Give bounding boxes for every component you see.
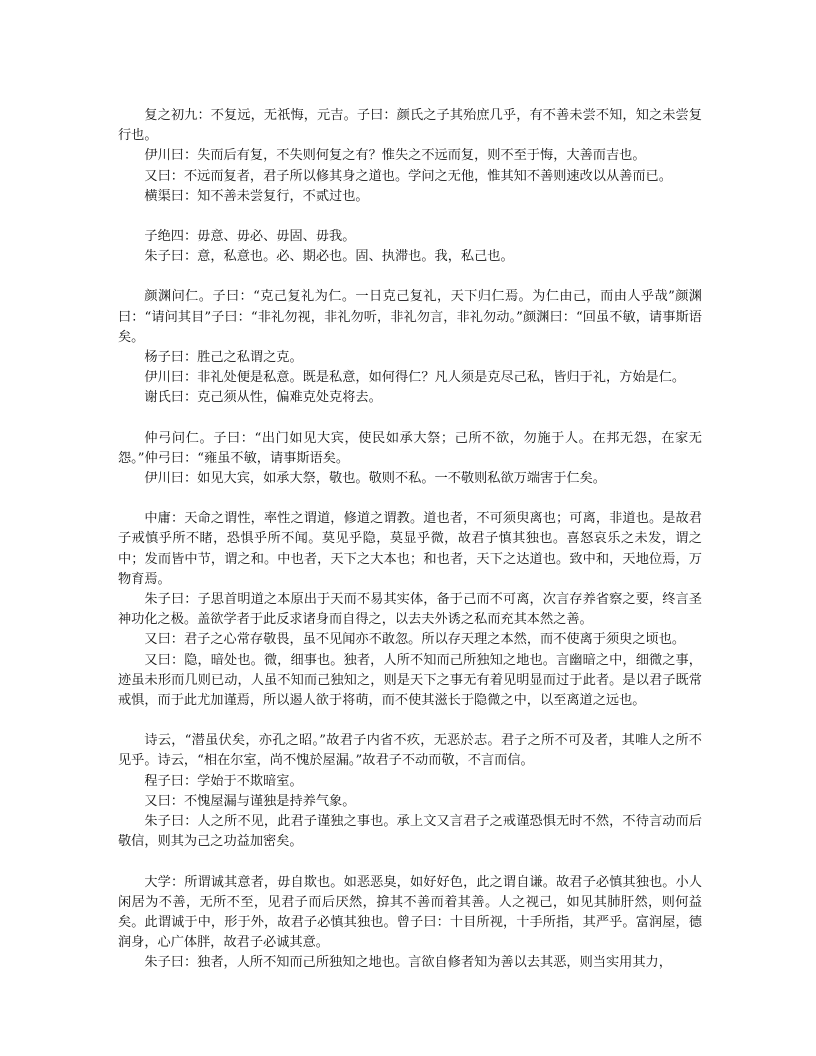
section-daxue (118, 873, 702, 974)
section-fu-chujiu (118, 106, 702, 207)
paragraph: 大学：所谓诚其意者，毋自欺也。如恶恶臭，如好好色，此之谓自谦。故君子必慎其独也。小人闲居为不善，无所不至，见君子而后厌然，揜其不善而着其善。人之视己，如见其肺肝然，则何益矣。此谓诚于中，形于外，故君子必慎其独也。曾子曰：十目所视，十手所指，其严乎。富润屋，德润身，心广体胖，故君子必诚其意。 (118, 874, 702, 951)
paragraph: 仲弓问仁。子曰：“出门如见大宾，使民如承大祭；己所不欲，勿施于人。在邦无怨，在家无怨。”仲弓曰：“雍虽不敏，请事斯语矣。 (118, 430, 702, 466)
paragraph: 又曰：隐，暗处也。微，细事也。独者，人所不知而己所独知之地也。言幽暗之中，细微之事，迹虽未形而几则已动，人虽不知而己独知之，则是天下之事无有着见明显而过于此者。是以君子既常戒惧，而于此尤加谨焉，所以遏人欲于将萌，而不使其滋长于隐微之中，以至离道之远也。 (118, 652, 702, 709)
paragraph: 复之初九：不复远，无祇悔，元吉。子曰：颜氏之子其殆庶几乎，有不善未尝不知，知之未尝复行也。 (118, 108, 702, 144)
section-zhongyong (118, 509, 702, 711)
paragraph: 朱子曰：子思首明道之本原出于天而不易其实体，备于己而不可离，次言存养省察之要，终言圣神功化之极。盖欲学者于此反求诸身而自得之，以去夫外诱之私而充其本然之善。 (118, 592, 702, 628)
paragraph: 谢氏曰：克己须从性，偏难克处克将去。 (144, 390, 382, 406)
paragraph: 伊川曰：非礼处便是私意。既是私意，如何得仁？凡人须是克尽己私，皆归于礼，方始是仁。 (144, 370, 686, 386)
paragraph: 朱子曰：独者，人所不知而己所独知之地也。言欲自修者知为善以去其恶，则当实用其力， (144, 955, 672, 971)
section-gap (118, 207, 702, 227)
section-gap (118, 267, 702, 287)
paragraph: 子绝四：毋意、毋必、毋固、毋我。 (144, 229, 356, 245)
section-gap (118, 489, 702, 509)
paragraph: 朱子曰：人之所不见，此君子谨独之事也。承上文又言君子之戒谨恐惧无时不然，不待言动而后敬信，则其为己之功益加密矣。 (118, 814, 702, 850)
paragraph: 伊川曰：失而后有复，不失则何复之有？惟失之不远而复，则不至于悔，大善而吉也。 (144, 148, 646, 164)
paragraph: 又曰：不远而复者，君子所以修其身之道也。学问之无他，惟其知不善则速改以从善而已。 (144, 168, 672, 184)
paragraph: 朱子曰：意，私意也。必、期必也。固、执滞也。我，私己也。 (144, 249, 514, 265)
section-zi-jue-si (118, 227, 702, 267)
paragraph: 中庸：天命之谓性，率性之谓道，修道之谓教。道也者，不可须臾离也；可离，非道也。是故君子戒慎乎所不睹，恐惧乎所不闻。莫见乎隐，莫显乎微，故君子慎其独也。喜怒哀乐之未发，谓之中；发而皆中节，谓之和。中也者，天下之大本也；和也者，天下之达道也。致中和，天地位焉，万物育焉。 (118, 511, 702, 587)
paragraph: 伊川曰：如见大宾，如承大祭，敬也。敬则不私。一不敬则私欲万端害于仁矣。 (144, 471, 606, 487)
section-shi-yun (118, 731, 702, 852)
paragraph: 杨子曰：胜己之私谓之克。 (144, 350, 303, 366)
section-zhonggong-wen-ren (118, 429, 702, 490)
paragraph: 诗云，“潜虽伏矣，亦孔之昭。”故君子内省不疚，无恶於志。君子之所不可及者，其唯人之所不见乎。诗云，“相在尔室，尚不愧於屋漏。”故君子不动而敬，不言而信。 (118, 733, 702, 769)
paragraph: 横渠曰：知不善未尝复行，不贰过也。 (144, 188, 369, 204)
paragraph: 程子曰：学始于不欺暗室。 (144, 773, 303, 789)
paragraph: 又曰：君子之心常存敬畏，虽不见闻亦不敢忽。所以存天理之本然，而不使离于须臾之顷也。 (144, 632, 686, 648)
document-body (118, 106, 702, 974)
paragraph: 又曰：不愧屋漏与谨独是持养气象。 (144, 793, 356, 809)
section-gap (118, 853, 702, 873)
paragraph: 颜渊问仁。子曰：“克己复礼为仁。一日克己复礼，天下归仁焉。为仁由己，而由人乎哉”颜渊曰：“请问其目”子曰：“非礼勿视，非礼勿听，非礼勿言，非礼勿动。”颜渊曰：“回虽不敏，请事斯语矣。 (118, 289, 702, 345)
section-gap (118, 409, 702, 429)
section-gap (118, 711, 702, 731)
section-yanyuan-wen-ren (118, 287, 702, 408)
